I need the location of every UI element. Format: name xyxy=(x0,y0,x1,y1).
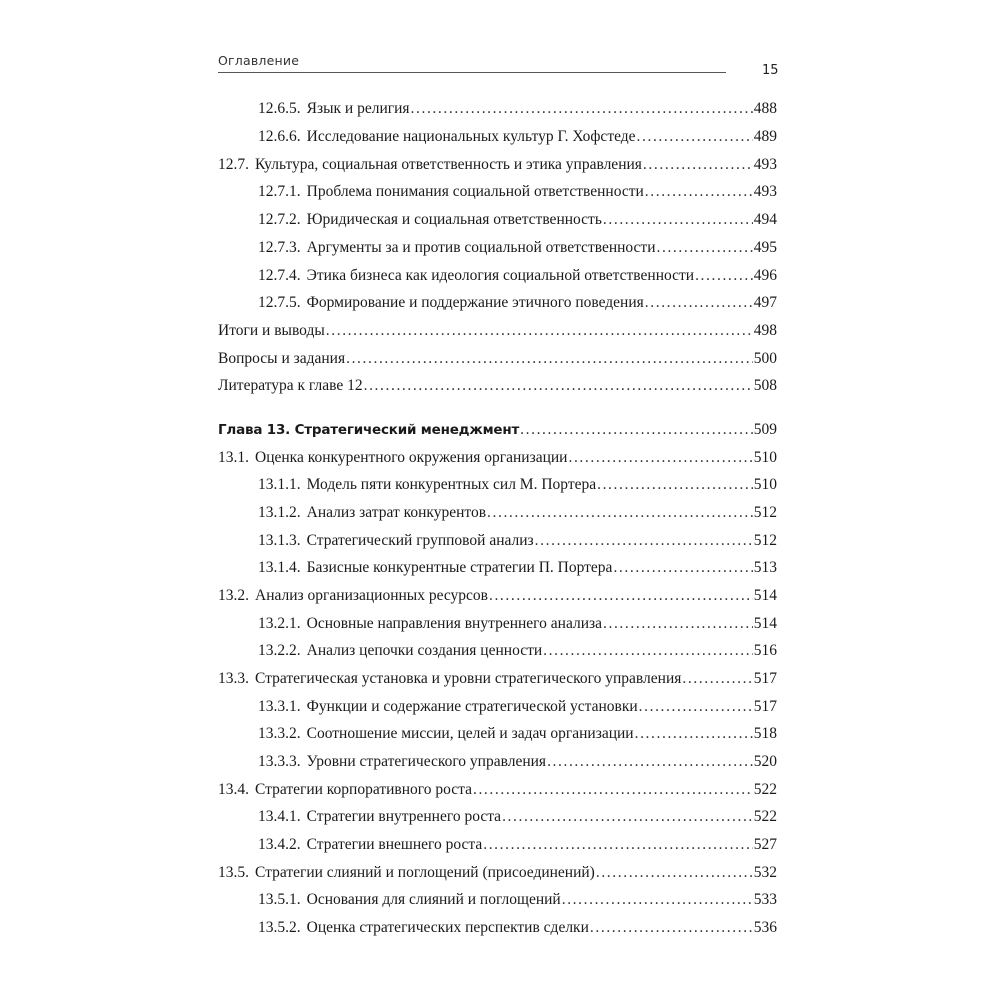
toc-entry xyxy=(258,503,777,523)
toc-entry-page: 536 xyxy=(753,919,777,936)
toc-entry-title: Соотношение миссии, целей и задач организации xyxy=(306,725,634,742)
dot-leader xyxy=(682,669,752,689)
dot-leader xyxy=(535,531,753,551)
toc-entry xyxy=(258,724,777,744)
dot-leader xyxy=(695,266,753,286)
toc-entry-title: Стратегии корпоративного роста xyxy=(255,781,472,798)
toc-entry-number: 12.6.5. xyxy=(258,100,301,117)
toc-entry-title: Аргументы за и против социальной ответственности xyxy=(306,239,656,256)
toc-entry-title: Анализ организационных ресурсов xyxy=(255,587,488,604)
toc-entry xyxy=(258,293,777,313)
toc-entry-page: 522 xyxy=(753,808,777,825)
toc-entry-page: 496 xyxy=(753,267,777,284)
toc-entry xyxy=(258,835,777,855)
toc-entry-page: 520 xyxy=(753,753,777,770)
dot-leader xyxy=(483,835,753,855)
toc-entry-number: 12.7.4. xyxy=(258,267,301,284)
toc-entry-page: 513 xyxy=(753,559,777,576)
toc-entry-page: 512 xyxy=(753,504,777,521)
dot-leader xyxy=(637,127,753,147)
toc-entry-number: 12.7. xyxy=(218,156,249,173)
dot-leader xyxy=(596,863,753,883)
toc-entry xyxy=(258,182,777,202)
dot-leader xyxy=(613,558,752,578)
dot-leader xyxy=(645,293,753,313)
toc-entry-number: 13.2.1. xyxy=(258,615,301,632)
toc-entry-title: Уровни стратегического управления xyxy=(306,753,547,770)
toc-entry-page: 510 xyxy=(753,449,777,466)
dot-leader xyxy=(639,697,753,717)
toc-entry xyxy=(218,376,777,396)
toc-entry-title: Итоги и выводы xyxy=(218,322,325,339)
toc-entry xyxy=(258,99,777,119)
toc-entry-page: 500 xyxy=(753,350,777,367)
toc-entry-page: 508 xyxy=(753,377,777,394)
toc-entry-page: 514 xyxy=(753,615,777,632)
toc-entry-page: 493 xyxy=(753,183,777,200)
toc-entry-title: Основания для слияний и поглощений xyxy=(306,891,561,908)
toc-entry-page: 517 xyxy=(753,670,777,687)
dot-leader xyxy=(547,752,753,772)
toc-entry xyxy=(218,155,777,175)
toc-entry-number: 13.2. xyxy=(218,587,249,604)
dot-leader xyxy=(346,349,753,369)
toc-entry-number: 12.7.2. xyxy=(258,211,301,228)
toc-entry-number: 13.1.1. xyxy=(258,476,301,493)
toc-entry-number: 13.3.1. xyxy=(258,698,301,715)
toc-entry-title: Модель пяти конкурентных сил М. Портера xyxy=(306,476,597,493)
dot-leader xyxy=(568,448,752,468)
toc-entry-number: 13.5. xyxy=(218,864,249,881)
toc-entry xyxy=(258,266,777,286)
toc-entry xyxy=(218,669,777,689)
toc-entry xyxy=(258,238,777,258)
toc-entry-page: 509 xyxy=(753,421,777,438)
toc-entry xyxy=(258,807,777,827)
page-number: 15 xyxy=(762,63,779,78)
dot-leader xyxy=(657,238,753,258)
toc-entry-number: 13.4.1. xyxy=(258,808,301,825)
toc-entry-number: 12.7.3. xyxy=(258,239,301,256)
toc-entry-number: 13.1.3. xyxy=(258,532,301,549)
running-title: Оглавление xyxy=(218,53,300,68)
toc-entry-title: Стратегии слияний и поглощений (присоединений) xyxy=(255,864,595,881)
toc-entry-page: 495 xyxy=(753,239,777,256)
toc-entry-number: 13.4. xyxy=(218,781,249,798)
dot-leader xyxy=(645,182,753,202)
toc-entry-number: 13.3.2. xyxy=(258,725,301,742)
dot-leader xyxy=(643,155,753,175)
toc-entry-title: Культура, социальная ответственность и этика управления xyxy=(255,156,642,173)
toc-entry-number: 13.1.2. xyxy=(258,504,301,521)
toc-entry-title: Основные направления внутреннего анализа xyxy=(306,615,602,632)
dot-leader xyxy=(489,586,753,606)
toc-entry-number: 13.3.3. xyxy=(258,753,301,770)
toc-entry-title: Исследование национальных культур Г. Хофстеде xyxy=(306,128,636,145)
toc-entry-page: 516 xyxy=(753,642,777,659)
toc-entry-page: 489 xyxy=(753,128,777,145)
toc-entry xyxy=(218,349,777,369)
dot-leader xyxy=(520,420,753,440)
toc-entry-title: Формирование и поддержание этичного поведения xyxy=(306,294,644,311)
dot-leader xyxy=(473,780,753,800)
toc-entry-title: Стратегии внешнего роста xyxy=(306,836,483,853)
toc-entry xyxy=(258,127,777,147)
toc-entry-page: 494 xyxy=(753,211,777,228)
toc-entry-title: Глава 13. Стратегический менеджмент xyxy=(218,422,520,438)
toc-entry-title: Вопросы и задания xyxy=(218,350,346,367)
dot-leader xyxy=(364,376,753,396)
toc-entry xyxy=(258,531,777,551)
toc-entry xyxy=(218,863,777,883)
toc-entry-page: 522 xyxy=(753,781,777,798)
toc-entry-title: Стратегии внутреннего роста xyxy=(306,808,502,825)
toc-entry-page: 533 xyxy=(753,891,777,908)
toc-entry xyxy=(218,586,777,606)
toc-entry-number: 12.6.6. xyxy=(258,128,301,145)
toc-entry-title: Юридическая и социальная ответственность xyxy=(306,211,602,228)
toc-entry-title: Стратегическая установка и уровни стратегического управления xyxy=(255,670,682,687)
toc-entry-number: 13.3. xyxy=(218,670,249,687)
toc-entry xyxy=(258,697,777,717)
dot-leader xyxy=(502,807,753,827)
toc-entry-number: 13.2.2. xyxy=(258,642,301,659)
toc-entry-page: 527 xyxy=(753,836,777,853)
toc-entry xyxy=(258,614,777,634)
toc-entry-title: Анализ цепочки создания ценности xyxy=(306,642,543,659)
toc-entry xyxy=(258,641,777,661)
toc-entry-page: 532 xyxy=(753,864,777,881)
toc-entry-number: 13.4.2. xyxy=(258,836,301,853)
toc-entry-title: Литература к главе 12 xyxy=(218,377,363,394)
toc-entry-number: 12.7.5. xyxy=(258,294,301,311)
toc-entry-title: Язык и религия xyxy=(306,100,410,117)
toc-entry-page: 517 xyxy=(753,698,777,715)
toc-entry-number: 13.5.1. xyxy=(258,891,301,908)
toc-entry-number: 12.7.1. xyxy=(258,183,301,200)
toc-entry-page: 493 xyxy=(753,156,777,173)
dot-leader xyxy=(597,475,753,495)
toc-entry-page: 488 xyxy=(753,100,777,117)
dot-leader xyxy=(487,503,753,523)
toc-entry xyxy=(258,918,777,938)
toc-entry-page: 497 xyxy=(753,294,777,311)
toc-entry-title: Базисные конкурентные стратегии П. Портера xyxy=(306,559,613,576)
dot-leader xyxy=(562,890,753,910)
toc-entry xyxy=(258,210,777,230)
dot-leader xyxy=(411,99,753,119)
toc-entry xyxy=(258,890,777,910)
toc-entry-title: Стратегический групповой анализ xyxy=(306,532,534,549)
toc-entry-title: Функции и содержание стратегической установки xyxy=(306,698,638,715)
dot-leader xyxy=(603,614,753,634)
toc-entry-title: Проблема понимания социальной ответственности xyxy=(306,183,644,200)
toc-entry-page: 510 xyxy=(753,476,777,493)
toc-entry-title: Этика бизнеса как идеология социальной ответственности xyxy=(306,267,695,284)
toc-entry xyxy=(258,558,777,578)
toc-entry-title: Оценка конкурентного окружения организации xyxy=(255,449,568,466)
toc-entry-number: 13.1. xyxy=(218,449,249,466)
toc-entry-page: 518 xyxy=(753,725,777,742)
dot-leader xyxy=(326,321,753,341)
dot-leader xyxy=(635,724,753,744)
toc-entry xyxy=(258,752,777,772)
dot-leader xyxy=(590,918,753,938)
toc-entry-title: Анализ затрат конкурентов xyxy=(306,504,487,521)
toc-entry xyxy=(218,321,777,341)
toc-entry-page: 514 xyxy=(753,587,777,604)
toc-entry-page: 512 xyxy=(753,532,777,549)
toc-entry xyxy=(218,448,777,468)
toc-chapter-entry xyxy=(218,420,777,440)
toc-entry xyxy=(258,475,777,495)
toc-entry-title: Оценка стратегических перспектив сделки xyxy=(306,919,589,936)
dot-leader xyxy=(543,641,753,661)
toc-entry-page: 498 xyxy=(753,322,777,339)
toc-entry-number: 13.5.2. xyxy=(258,919,301,936)
toc-entry xyxy=(218,780,777,800)
toc-entry-number: 13.1.4. xyxy=(258,559,301,576)
dot-leader xyxy=(603,210,753,230)
